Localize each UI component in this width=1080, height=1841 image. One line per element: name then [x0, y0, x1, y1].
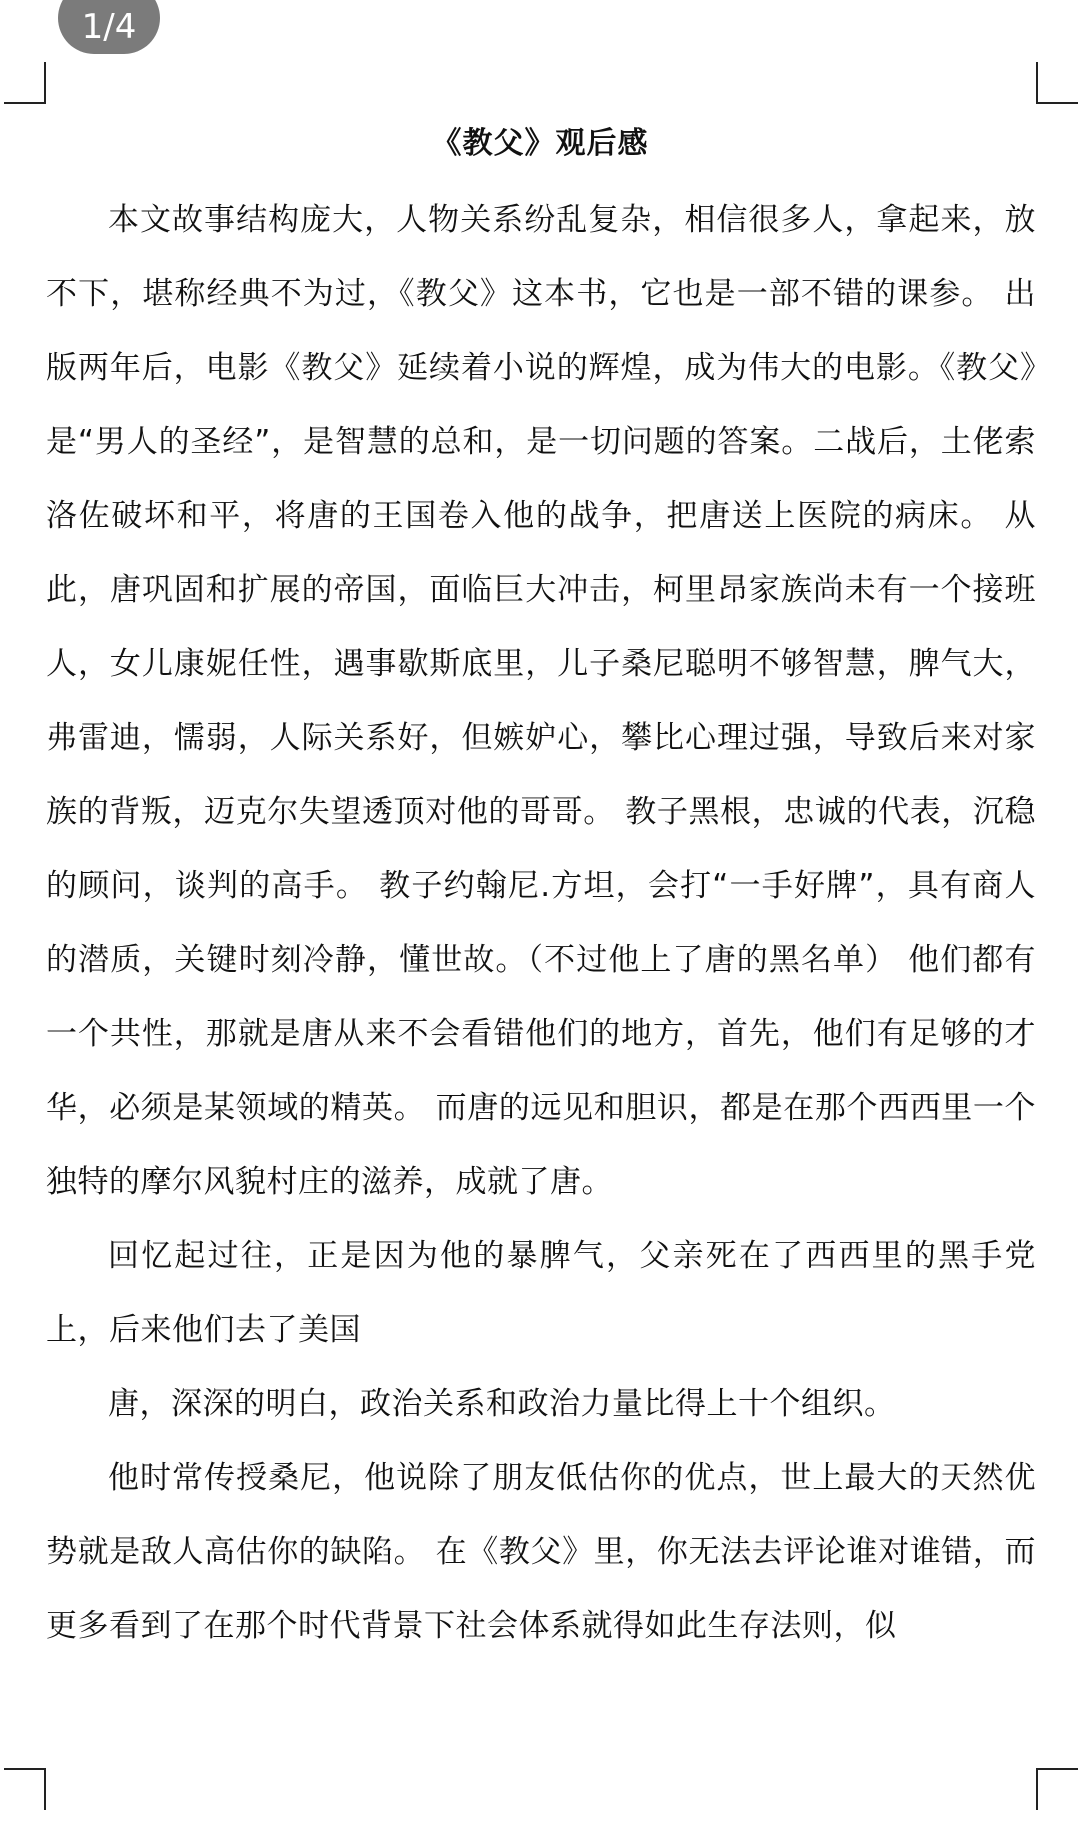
paragraph: 回忆起过往，正是因为他的暴脾气，父亲死在了西西里的黑手党上，后来他们去了美国 [46, 1238, 1036, 1348]
document-title: 《教父》观后感 [431, 126, 649, 161]
document-body [46, 183, 1036, 1663]
paragraph: 本文故事结构庞大，人物关系纷乱复杂，相信很多人，拿起来，放不下，堪称经典不为过，《教父》这本书，它也是一部不错的课参。 出版两年后，电影《教父》延续着小说的辉煌，成为伟大的电影。《教父》是“男人的圣经”，是智慧的总和，是一切问题的答案。二战后，土佬索洛佐破坏和平，将唐的王国卷入他的战争，把唐送上医院的病床。 从此，唐巩固和扩展的帝国，面临巨大冲击，柯里昂家族尚未有一个接班人，女儿康妮任性，遇事歇斯底里，儿子桑尼聪明不够智慧，脾气大，弗雷迪，懦弱，人际关系好，但嫉妒心，攀比心理过强，导致后来对家族的背叛，迈克尔失望透顶对他的哥哥。 教子黑根，忠诚的代表，沉稳的顾问，谈判的高手。 教子约翰尼.方坦，会打“一手好牌”，具有商人的潜质，关键时刻冷静，懂世故。（不过他上了唐的黑名单） 他们都有一个共性，那就是唐从来不会看错他们的地方，首先，他们有足够的才华，必须是某领域的精英。 而唐的远见和胆识，都是在那个西西里一个独特的摩尔风貌村庄的滋养，成就了唐。 [46, 202, 1036, 1200]
page-indicator: 1/4 [58, 0, 160, 54]
crop-mark-bottom-right [1036, 1768, 1078, 1810]
crop-mark-top-right [1036, 62, 1078, 104]
crop-mark-bottom-left [4, 1768, 46, 1810]
crop-mark-top-left [4, 62, 46, 104]
paragraph: 他时常传授桑尼，他说除了朋友低估你的优点，世上最大的天然优势就是敌人高估你的缺陷。 在《教父》里，你无法去评论谁对谁错，而更多看到了在那个时代背景下社会体系就得如此生存法则，似 [46, 1460, 1036, 1644]
paragraph: 唐，深深的明白，政治关系和政治力量比得上十个组织。 [108, 1386, 896, 1422]
